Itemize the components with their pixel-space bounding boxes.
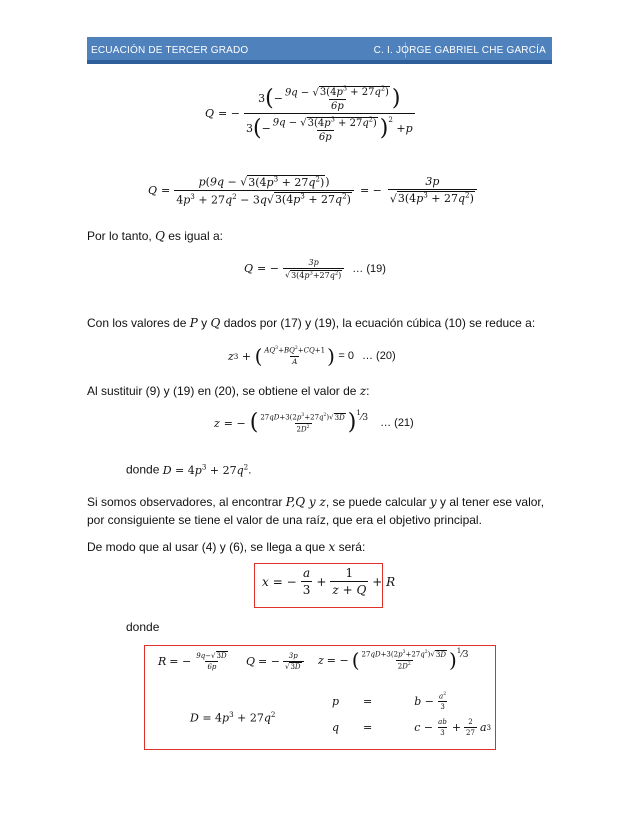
paragraph-por-lo-tanto (87, 229, 223, 243)
text: donde (126, 462, 160, 477)
text: Con los valores de (87, 316, 187, 330)
paragraph-al-sustituir (87, 384, 369, 398)
math-symbol: p (332, 695, 340, 709)
paragraph-donde-d: donde $D = 4p^3 + 27q^2$. (126, 462, 252, 477)
definition-q-param: q = c − $\frac{ab}{3}$ + $\frac{2}{27}$ a 3 (332, 718, 492, 737)
definition-p: p = b − $\frac{a^2}{3}$ (332, 692, 447, 712)
definition-d: $D = 4p^3 + 27q^2$ (190, 710, 276, 725)
text: será: (338, 540, 366, 554)
equals-sign: = (363, 721, 373, 734)
text: es igual a: (168, 229, 223, 243)
equation-21: z = − ( $\frac{27qD+3(2p^3+27q^2)√3D}{2D^2}$ ) $^1$ ⁄3 … (21) (214, 407, 414, 435)
equation-20: z 3 + ( $\frac{AQ^3+BQ^2+CQ+1}{A}$ ) = 0 … (20) (228, 344, 396, 368)
equals-sign: = (363, 695, 373, 709)
math-symbol: x (328, 540, 336, 554)
equation-number-20: … (20) (361, 350, 396, 362)
math-symbol: y (429, 495, 437, 509)
header-left-title: ECUACIÓN DE TERCER GRADO (91, 45, 249, 56)
equation-x: x = − $\frac{a}{3}$ + $\frac{1}{z + Q}$ + R (262, 566, 396, 597)
definition-q: Q = − $\frac{3p}{√3D}$ (246, 652, 304, 671)
definition-z: z = − ( $\frac{27qD+3(2p^3+27q^2)√3D}{2D^2}$ ) $^1$ ⁄3 (318, 645, 469, 672)
equals-zero: = 0 (338, 350, 354, 362)
paragraph-con-los-valores (87, 316, 535, 330)
equation-number-21: … (21) (380, 417, 414, 429)
text: Si somos observadores, al encontrar (87, 495, 283, 509)
text: , se puede calcular (325, 495, 427, 509)
paragraph-si-somos (87, 493, 544, 529)
math-symbol: q (332, 721, 340, 734)
text: y (201, 316, 208, 330)
text: y al tener ese valor, (440, 495, 545, 509)
text: . (248, 462, 252, 477)
math-symbol: P (189, 316, 198, 330)
math-symbol: Q (155, 229, 165, 243)
equation-q-nested: Q = − 3 ( − $\frac{9q - √3(4p^3 + 27q^2)}{6p}$ ) 3 ( − $\frac{9q - √3(4p^3 + 27q^2)}{6p}$ ) $^2$ + p (205, 85, 413, 143)
math-symbol: Q (210, 316, 221, 330)
text: De modo que al usar (4) y (6), se llega a que (87, 540, 326, 554)
equation-number-19: … (19) (352, 262, 386, 275)
equation-q-simplified: Q = $\frac{p(9q - √3(4p^3 + 27q^2))}{4p^3 + 27q^2 - 3q√3(4p^3 + 27q^2)}$ = − $\frac{3p}{√3(4p^3 + 27q^2)}$ (148, 174, 477, 206)
paragraph-donde-2 (126, 620, 159, 634)
text: por consiguiente se tiene el valor de una raíz, que era el objetivo principal. (87, 513, 482, 527)
definition-r: R = − $\frac{9q-√3D}{6p}$ (158, 652, 227, 671)
text: : (366, 384, 370, 398)
equation-19: Q = − $\frac{3p}{√3(4p^3+27q^2)}$ … (19) (244, 258, 386, 280)
header-right-title: C. I. JORGE GABRIEL CHE GARCÍA (373, 45, 546, 56)
text: Por lo tanto, (87, 229, 152, 243)
paragraph-de-modo-que (87, 540, 365, 554)
math-symbols: P,Q y z (285, 495, 326, 509)
text: Al sustituir (9) y (19) en (20), se obtiene el valor de (87, 384, 357, 398)
math-symbol: z (359, 384, 367, 398)
text: dados por (17) y (19), la ecuación cúbica (10) se reduce a: (223, 316, 536, 330)
text: donde (126, 620, 160, 634)
page-header (87, 37, 552, 64)
